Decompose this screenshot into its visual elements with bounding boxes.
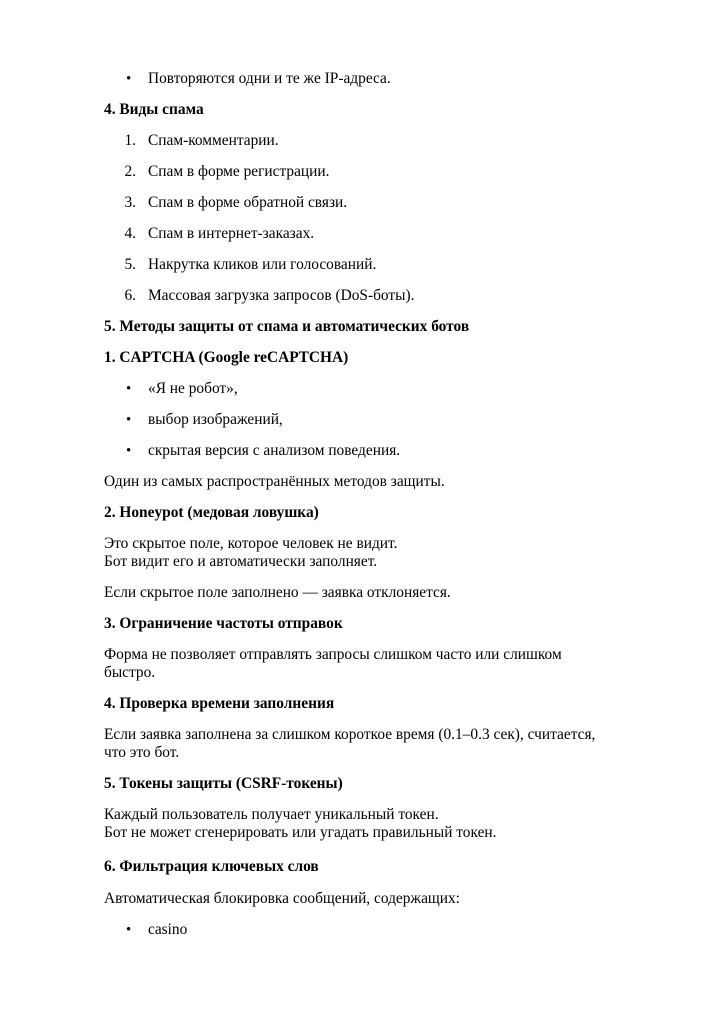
list-item: Спам в форме регистрации.: [148, 163, 330, 180]
bullet-icon: •: [126, 71, 132, 87]
bullet-icon: •: [126, 443, 132, 459]
list-number: 1.: [124, 132, 136, 149]
bullet-icon: •: [126, 922, 132, 938]
method-heading: 4. Проверка времени заполнения: [104, 695, 335, 712]
paragraph-line: Каждый пользователь получает уникальный токен.: [104, 806, 439, 823]
section-heading: 5. Методы защиты от спама и автоматических ботов: [104, 318, 470, 335]
paragraph-line: Это скрытое поле, которое человек не видит.: [104, 535, 398, 552]
list-item: выбор изображений,: [148, 411, 283, 428]
paragraph-line: Бот не может сгенерировать или угадать правильный токен.: [104, 824, 497, 841]
list-item: «Я не робот»,: [148, 380, 238, 397]
method-heading: 1. CAPTCHA (Google reCAPTCHA): [104, 349, 349, 366]
method-heading: 2. Honeypot (медовая ловушка): [104, 504, 319, 521]
method-heading: 3. Ограничение частоты отправок: [104, 615, 343, 632]
method-heading: 6. Фильтрация ключевых слов: [104, 858, 319, 875]
list-number: 2.: [124, 163, 136, 180]
paragraph: Если скрытое поле заполнено — заявка отклоняется.: [104, 584, 451, 601]
list-item: Повторяются одни и те же IP-адреса.: [148, 70, 391, 87]
list-item: Спам в интернет-заказах.: [148, 225, 315, 242]
list-number: 6.: [124, 287, 136, 304]
bullet-icon: •: [126, 381, 132, 397]
bullet-icon: •: [126, 412, 132, 428]
list-item: скрытая версия с анализом поведения.: [148, 442, 401, 459]
paragraph-line: Форма не позволяет отправлять запросы слишком часто или слишком: [104, 646, 562, 663]
list-number: 4.: [124, 225, 136, 242]
paragraph-line: что это бот.: [104, 744, 180, 761]
list-number: 5.: [124, 256, 136, 273]
list-item: Накрутка кликов или голосований.: [148, 256, 377, 273]
paragraph: Автоматическая блокировка сообщений, содержащих:: [104, 890, 460, 907]
list-item: Массовая загрузка запросов (DoS-боты).: [148, 287, 415, 304]
list-item: Спам в форме обратной связи.: [148, 194, 348, 211]
paragraph: Один из самых распространённых методов защиты.: [104, 473, 445, 490]
list-number: 3.: [124, 194, 136, 211]
paragraph-line: Если заявка заполнена за слишком короткое время (0.1–0.3 сек), считается,: [104, 726, 596, 743]
method-heading: 5. Токены защиты (CSRF-токены): [104, 775, 343, 792]
list-item: casino: [148, 921, 188, 938]
paragraph-line: быстро.: [104, 664, 156, 681]
section-heading: 4. Виды спама: [104, 101, 204, 118]
list-item: Спам-комментарии.: [148, 132, 279, 149]
paragraph-line: Бот видит его и автоматически заполняет.: [104, 553, 378, 570]
